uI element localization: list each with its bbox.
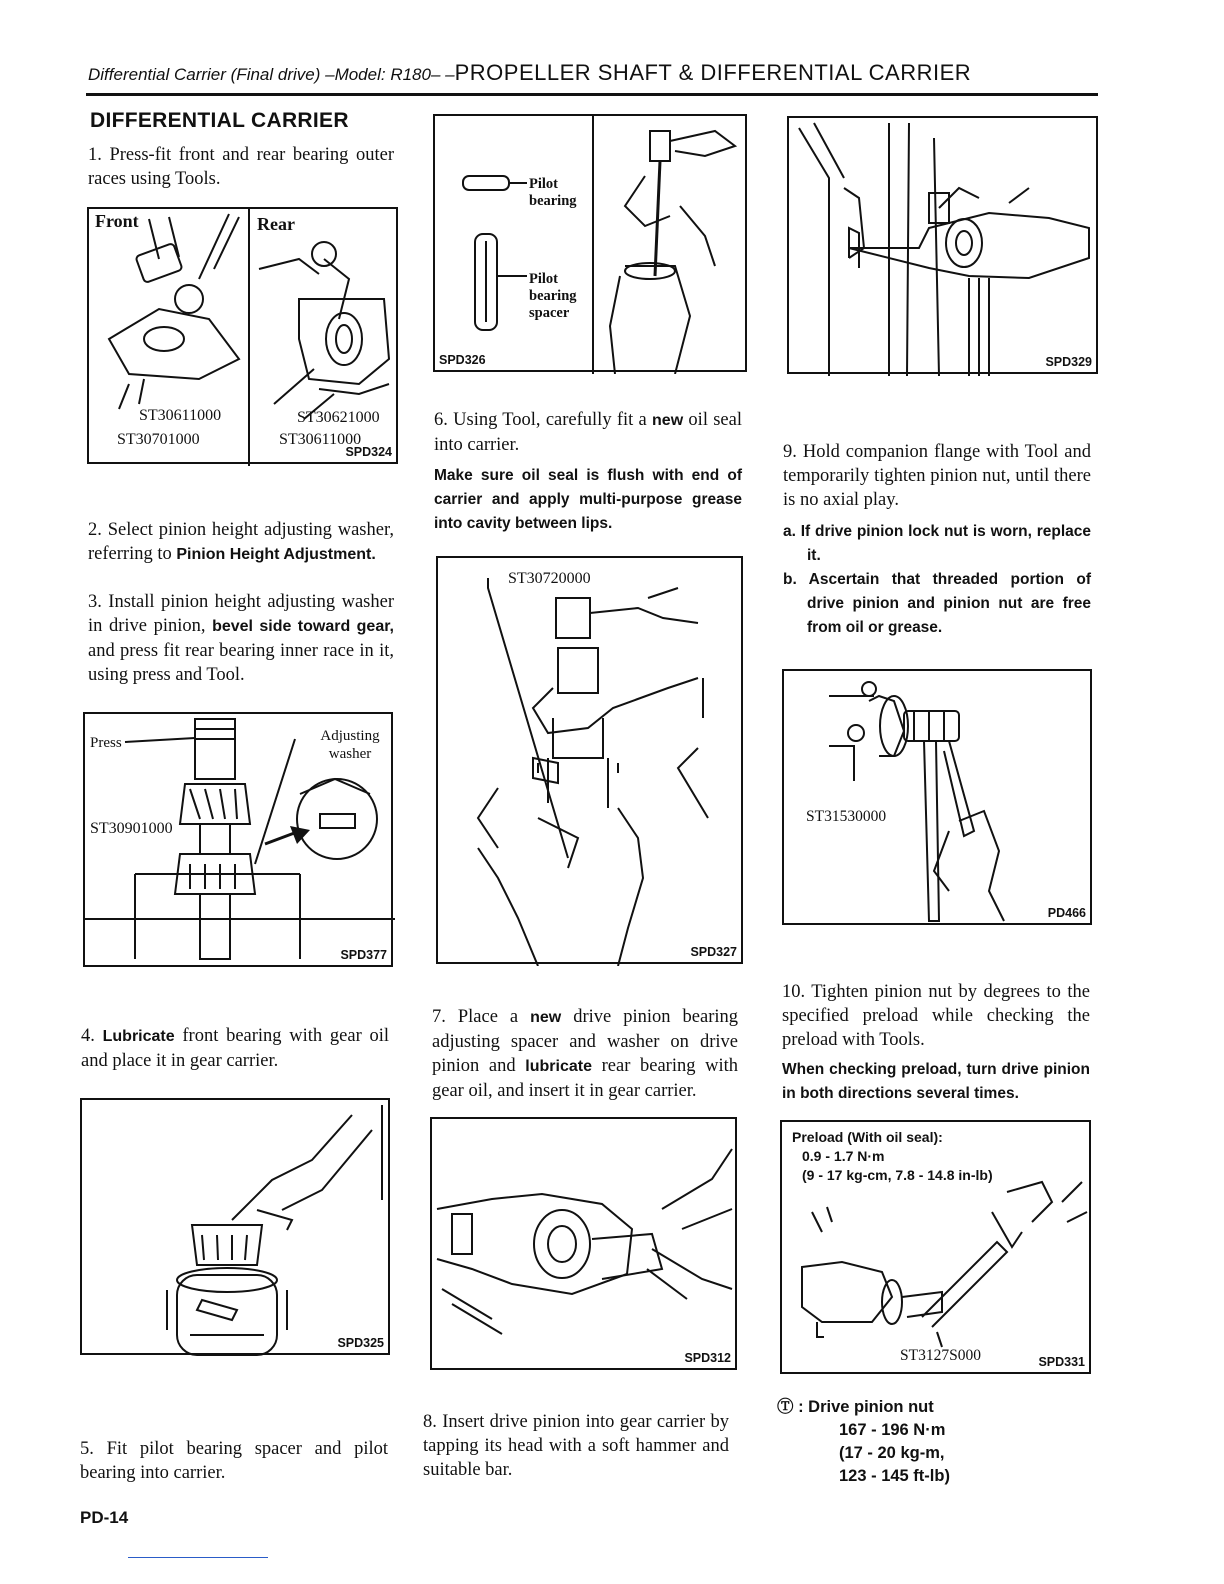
step-4 [81,1024,389,1073]
header-model: Differential Carrier (Final drive) –Model: R180– – [88,65,455,84]
figure-code: SPD312 [684,1351,731,1365]
label-pilot-spacer-text: Pilot bearing spacer [529,271,577,321]
header-rule [86,93,1098,96]
torque-icon: Ⓣ [777,1398,794,1416]
tool-st30901000: ST30901000 [90,820,173,837]
step-7-a: 7. Place a [432,1007,531,1027]
step-7 [432,1005,738,1103]
figure-spd329 [787,116,1098,374]
torque-kgm: (17 - 20 kg-m, [839,1444,945,1462]
figure-code: SPD325 [337,1336,384,1350]
footer-line [128,1557,268,1558]
torque-spec-heading [777,1396,950,1419]
step-7-e: rear bearing with gear oil, and insert it in gear carrier. [432,1056,738,1101]
step-5: 5. Fit pilot bearing spacer and pilot bearing into carrier. [80,1439,388,1483]
figure-code: SPD326 [439,353,486,367]
step-10-note: When checking preload, turn drive pinion in both directions several times. [782,1061,1090,1102]
page-number: PD-14 [80,1508,129,1527]
label-adjusting-washer: Adjusting washer [320,728,380,762]
figure-spd324-art [89,209,400,466]
tool-st30701000: ST30701000 [117,431,200,448]
section-title: DIFFERENTIAL CARRIER [90,109,349,132]
preload-spec [792,1128,993,1185]
figure-spd325 [80,1098,390,1355]
header-title: PROPELLER SHAFT & DIFFERENTIAL CARRIER [454,60,972,85]
figure-code: SPD329 [1045,355,1092,369]
figure-spd326 [433,114,747,372]
step-4-emphasis: Lubricate [102,1028,175,1045]
page-header [88,60,1098,86]
step-9b: b. Ascertain that threaded portion of drive pinion and pinion nut are free from oil or grease. [783,571,1091,636]
label-press: Press [90,735,122,751]
step-7-c: drive pinion bearing adjusting spacer and washer on drive pinion and [432,1007,738,1076]
figure-code: SPD327 [690,945,737,959]
figure-spd331 [780,1120,1091,1374]
step-2-ref: Pinion Height Adjustment. [176,546,376,563]
step-9a: a. If drive pinion lock nut is worn, replace it. [783,523,1091,564]
label-pilot-bearing-text: Pilot bearing [529,176,577,209]
preload-spec-title: Preload (With oil seal): [792,1129,943,1145]
figure-spd377 [83,712,393,967]
step-10: 10. Tighten pinion nut by degrees to the specified preload while checking the preload with Tools. [782,982,1090,1050]
step-7-b: new [530,1009,562,1026]
step-4-num: 4. [81,1026,103,1046]
step-6 [434,408,742,457]
step-3-rest: and press fit rear bearing inner race in it, using press and Tool. [88,641,394,685]
figure-pd466-art [784,671,1094,927]
step-7-d: lubricate [525,1058,592,1075]
figure-spd312 [430,1117,737,1370]
step-2-text: 2. Select pinion height adjusting washer, referring to [88,520,394,564]
step-3-text: 3. Install pinion height adjusting washer in drive pinion, [88,592,394,636]
torque-spec-label: : Drive pinion nut [793,1398,934,1416]
tool-st30621000: ST30621000 [297,409,380,426]
preload-spec-nm: 0.9 - 1.7 N·m [802,1148,885,1164]
step-3 [88,590,394,687]
figure-spd327-art [438,558,745,966]
step-2 [88,518,394,567]
label-pilot-spacer [529,271,589,322]
step-1: 1. Press-fit front and rear bearing outer races using Tools. [88,145,394,189]
tool-st30611000-rear: ST30611000 [279,431,362,448]
torque-nm: 167 - 196 N·m [839,1421,946,1439]
label-front: Front [95,211,139,231]
torque-ftlb: 123 - 145 ft-lb) [839,1467,950,1485]
step-3-emphasis: bevel side toward gear, [212,618,395,635]
label-rear: Rear [257,214,295,234]
figure-spd325-art [82,1100,392,1357]
figure-code: SPD324 [345,445,392,459]
figure-spd326-art [435,116,749,374]
step-8: 8. Insert drive pinion into gear carrier by tapping its head with a soft hammer and suitable bar. [423,1412,729,1480]
tool-st30720000: ST30720000 [508,570,591,587]
figure-code: PD466 [1047,906,1086,920]
figure-spd312-art [432,1119,739,1372]
step-6-note: Make sure oil seal is flush with end of carrier and apply multi-purpose grease into cavity between lips. [434,467,742,532]
tool-st30611000-front: ST30611000 [139,407,222,424]
figure-spd327 [436,556,743,964]
torque-spec [777,1396,950,1488]
figure-spd329-art [789,118,1100,376]
step-6-emphasis: new [652,412,684,429]
preload-spec-alt: (9 - 17 kg-cm, 7.8 - 14.8 in-lb) [802,1167,993,1183]
label-pilot-bearing [529,176,589,210]
figure-pd466 [782,669,1092,925]
tool-st3127s000: ST3127S000 [900,1347,981,1364]
figure-code: SPD331 [1038,1355,1085,1369]
figure-code: SPD377 [340,948,387,962]
figure-spd324 [87,207,398,464]
step-6-rest: oil seal into carrier. [434,410,742,455]
step-9: 9. Hold companion flange with Tool and temporarily tighten pinion nut, until there is no axial play. [783,442,1091,510]
step-4-text: front bearing with gear oil and place it in gear carrier. [81,1026,390,1071]
tool-st31530000: ST31530000 [806,808,887,825]
step-6-text: 6. Using Tool, carefully fit a [434,410,653,430]
